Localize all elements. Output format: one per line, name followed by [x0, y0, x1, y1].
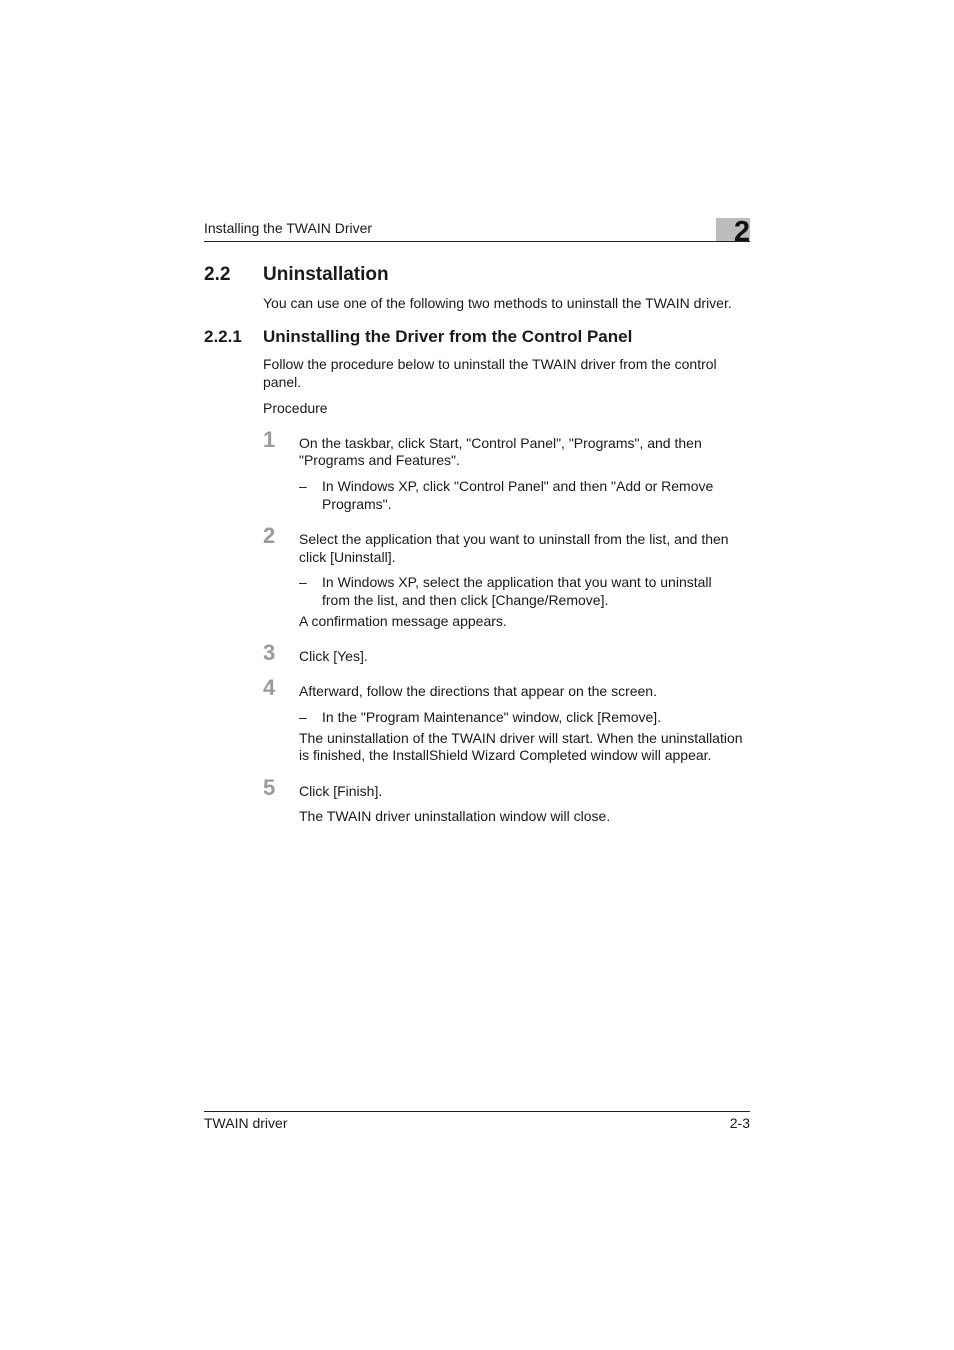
- step-4-note-line-2: is finished, the InstallShield Wizard Completed window will appear.: [299, 747, 712, 763]
- step-2-sub-line-1: In Windows XP, select the application that you want to uninstall: [322, 574, 712, 590]
- step-1-dash: –: [299, 478, 307, 494]
- section-number: 2.2: [204, 264, 231, 285]
- chapter-number: 2: [733, 216, 750, 248]
- step-2-line-2: click [Uninstall].: [299, 549, 396, 565]
- step-number-4: 4: [263, 675, 276, 700]
- subsection-number: 2.2.1: [204, 327, 242, 346]
- step-4-note-line-1: The uninstallation of the TWAIN driver will start. When the uninstallation: [299, 730, 743, 746]
- footer-manual-name: TWAIN driver: [204, 1115, 288, 1131]
- step-2-note: A confirmation message appears.: [299, 613, 507, 629]
- running-header-title: Installing the TWAIN Driver: [204, 220, 373, 236]
- step-number-5: 5: [263, 775, 276, 800]
- step-1-sub-line-1: In Windows XP, click "Control Panel" and then "Add or Remove: [322, 478, 714, 494]
- step-4-dash: –: [299, 709, 307, 725]
- step-1-sub-line-2: Programs".: [322, 496, 392, 512]
- step-4-sub-line-1: In the "Program Maintenance" window, click [Remove].: [322, 709, 662, 725]
- step-2-line-1: Select the application that you want to uninstall from the list, and then: [299, 531, 729, 547]
- step-number-1: 1: [263, 427, 276, 452]
- step-number-3: 3: [263, 640, 276, 665]
- step-5-note: The TWAIN driver uninstallation window will close.: [299, 808, 611, 824]
- section-title: Uninstallation: [263, 264, 389, 285]
- step-5-line-1: Click [Finish].: [299, 783, 383, 799]
- procedure-label: Procedure: [263, 400, 328, 416]
- footer-page-number: 2-3: [729, 1115, 750, 1131]
- step-number-2: 2: [263, 523, 276, 548]
- header-divider: [204, 241, 750, 242]
- section-intro: You can use one of the following two methods to uninstall the TWAIN driver.: [263, 295, 732, 311]
- subsection-intro-line-2: panel.: [263, 374, 302, 390]
- step-4-line-1: Afterward, follow the directions that appear on the screen.: [299, 683, 657, 699]
- step-2-sub-line-2: from the list, and then click [Change/Remove].: [322, 592, 609, 608]
- step-1-line-1: On the taskbar, click Start, "Control Panel", "Programs", and then: [299, 435, 702, 451]
- subsection-intro-line-1: Follow the procedure below to uninstall the TWAIN driver from the control: [263, 356, 717, 372]
- subsection-title: Uninstalling the Driver from the Control Panel: [263, 327, 633, 346]
- step-3-line-1: Click [Yes].: [299, 648, 368, 664]
- step-1-line-2: "Programs and Features".: [299, 452, 460, 468]
- footer-divider: [204, 1111, 750, 1112]
- step-2-dash: –: [299, 574, 307, 590]
